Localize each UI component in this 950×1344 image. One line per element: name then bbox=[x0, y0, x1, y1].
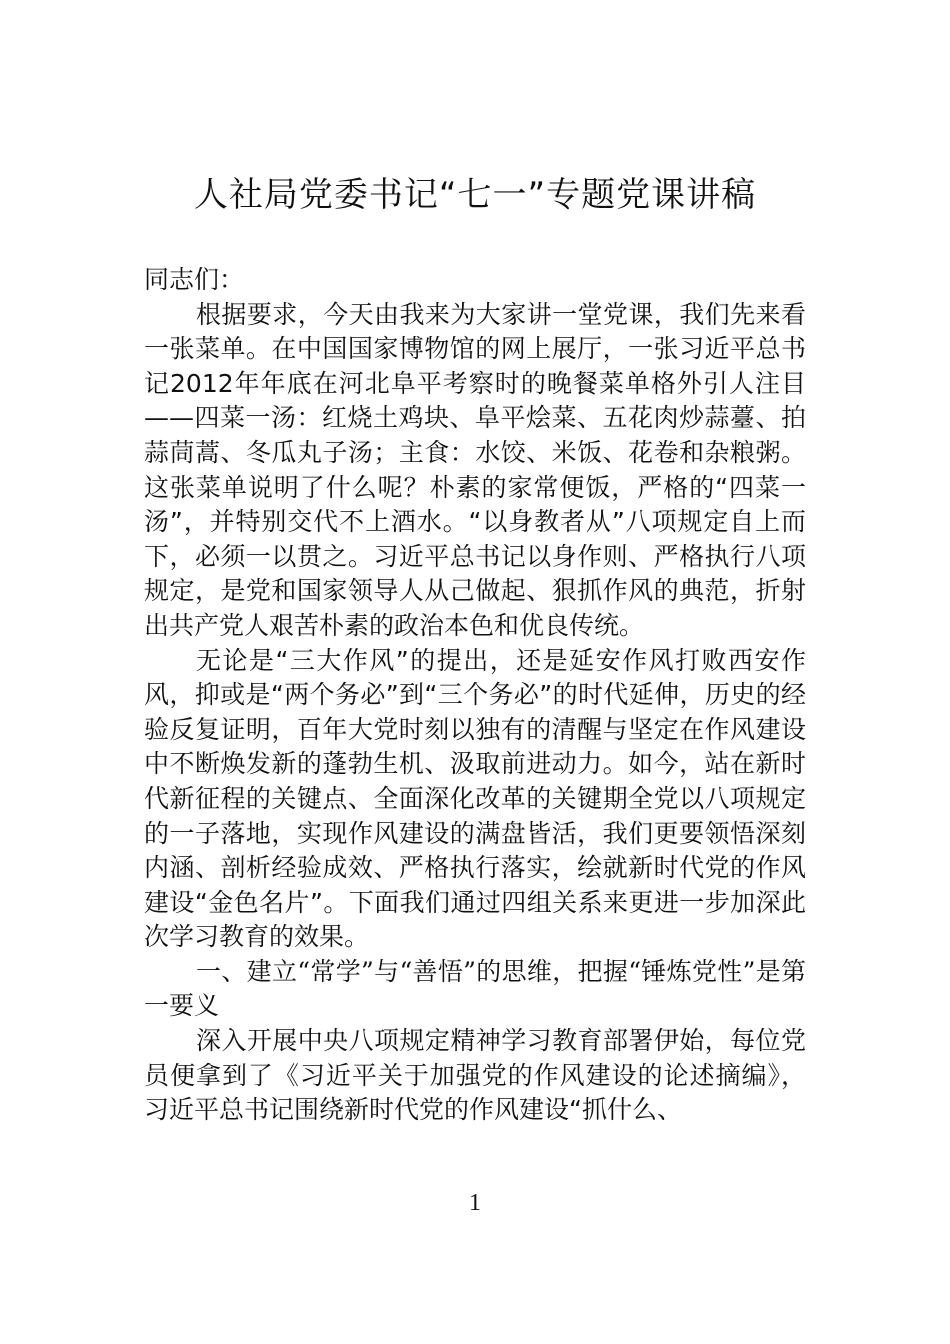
paragraph-menu: 根据要求，今天由我来为大家讲一堂党课，我们先来看一张菜单。在中国国家博物馆的网上展厅，一张习近平总书记2012年年底在河北阜平考察时的晚餐菜单格外引人注目——四菜一汤：红烧土鸡块、阜平烩菜、五花肉炒蒜薹、拍蒜茼蒿、冬瓜丸子汤；主食：水饺、米饭、花卷和杂粮粥。这张菜单说明了什么呢？朴素的家常便饭，严格的“四菜一汤”，并特别交代不上酒水。“以身教者从”八项规定自上而下，必须一以贯之。习近平总书记以身作则、严格执行八项规定，是党和国家领导人从己做起、狠抓作风的典范，折射出共产党人艰苦朴素的政治本色和优良传统。 bbox=[144, 299, 806, 640]
paragraph-section-one: 深入开展中央八项规定精神学习教育部署伊始，每位党员便拿到了《习近平关于加强党的作风建设的论述摘编》，习近平总书记围绕新时代党的作风建设“抓什么、 bbox=[144, 1026, 806, 1125]
page-number: 1 bbox=[469, 1190, 481, 1216]
paragraph-work-style: 无论是“三大作风”的提出，还是延安作风打败西安作风，抑或是“两个务必”到“三个务必”的时代延伸，历史的经验反复证明，百年大党时刻以独有的清醒与坚定在作风建设中不断焕发新的蓬勃生机、汲取前进动力。如今，站在新时代新征程的关键点、全面深化改革的关键期全党以八项规定的一子落地，实现作风建设的满盘皆活，我们更要领悟深刻内涵、剖析经验成效、严格执行落实，绘就新时代党的作风建设“金色名片”。下面我们通过四组关系来更进一步加深此次学习教育的效果。 bbox=[144, 645, 806, 952]
salutation: 同志们： bbox=[144, 265, 245, 294]
document-body bbox=[144, 263, 806, 1128]
section-heading: 一、建立“常学”与“善悟”的思维，把握“锤炼党性”是第一要义 bbox=[144, 956, 806, 1021]
document-title: 人社局党委书记“七一”专题党课讲稿 bbox=[193, 175, 757, 215]
